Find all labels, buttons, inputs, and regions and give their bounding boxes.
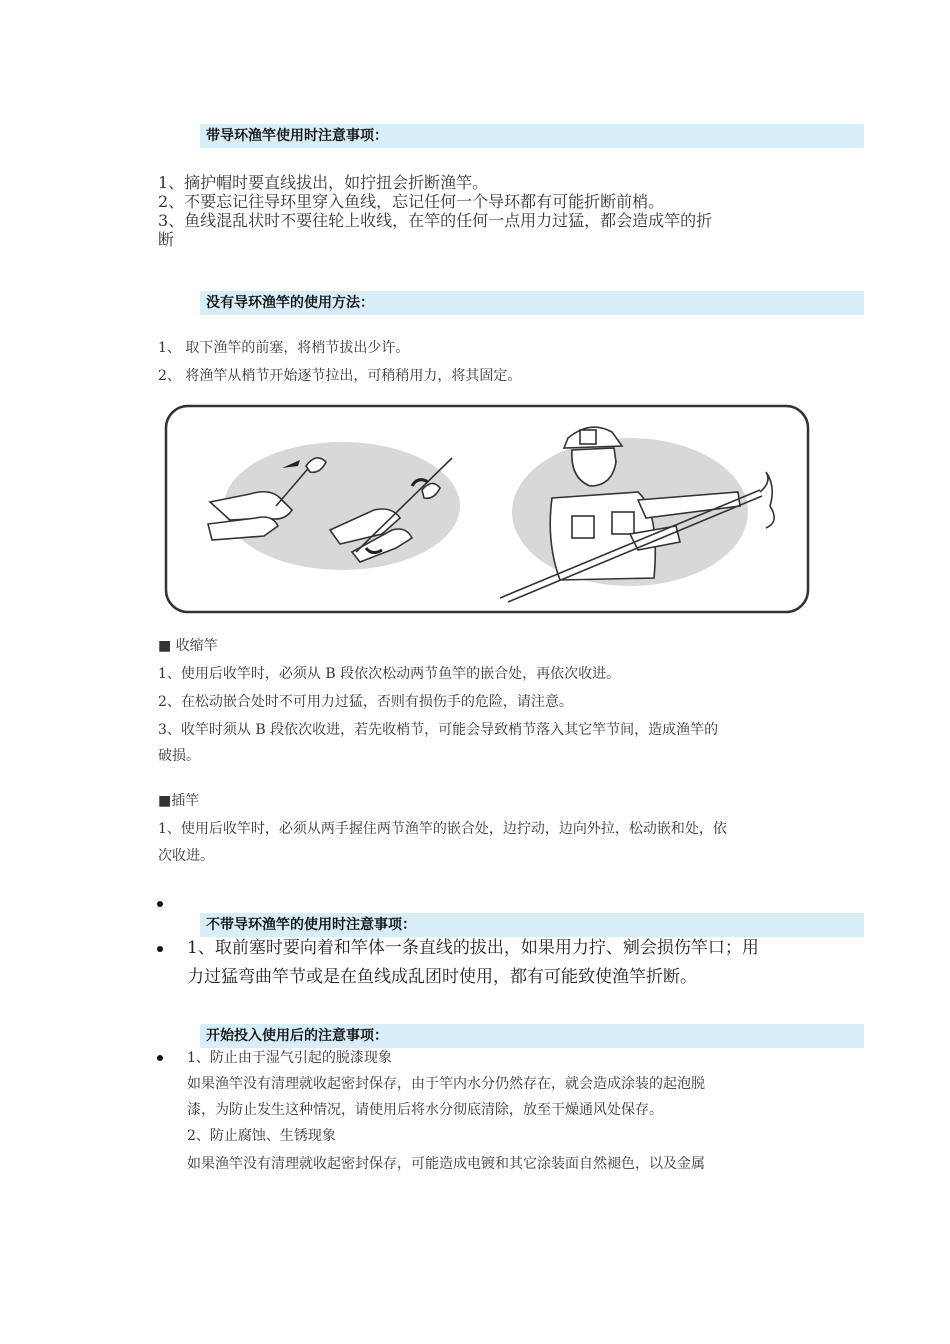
shrink-item-1: 1、使用后收竿时，必须从 B 段依次松动两节鱼竿的嵌合处，再依次收进。 [158, 666, 621, 682]
s1-item-3: 3、鱼线混乱状时不要往轮上收线，在竿的任何一点用力过猛，都会造成竿的折 [158, 211, 713, 230]
s4-item-2: 2、防止腐蚀、生锈现象 [187, 1128, 336, 1144]
shrink-rod-heading: ■ 收缩竿 [158, 638, 218, 654]
section-title-2: 没有导环渔竿的使用方法： [206, 295, 374, 311]
rod-usage-illustration [160, 402, 812, 616]
section-title-3: 不带导环渔竿的使用时注意事项： [206, 917, 416, 933]
s1-item-3-cont: 断 [158, 230, 175, 249]
s4-item-1: 1、防止由于湿气引起的脱漆现象 [187, 1050, 392, 1066]
bullet-icon [157, 1055, 163, 1061]
insert-item-1-cont: 次收进。 [158, 848, 214, 864]
bullet-icon [157, 901, 163, 907]
s4-item-2-body: 如果渔竿没有清理就收起密封保存，可能造成电镀和其它涂装面自然褪色，以及金属 [187, 1156, 705, 1172]
s2-item-2: 2、 将渔竿从梢节开始逐节拉出，可稍稍用力，将其固定。 [158, 368, 522, 384]
shrink-item-2: 2、在松动嵌合处时不可用力过猛，否则有损伤手的危险，请注意。 [158, 694, 573, 710]
insert-rod-heading: ■插竿 [158, 793, 200, 809]
shrink-item-3: 3、收竿时须从 B 段依次收进，若先收梢节，可能会导致梢节落入其它竿节间，造成渔竿的 [158, 722, 719, 738]
s1-item-2: 2、不要忘记往导环里穿入鱼线，忘记任何一个导环都有可能折断前梢。 [158, 192, 665, 211]
s2-item-1: 1、 取下渔竿的前塞，将梢节拔出少许。 [158, 340, 410, 356]
s1-item-1: 1、摘护帽时要直线拔出，如拧扭会折断渔竿。 [158, 173, 489, 192]
s4-item-1-body-cont: 漆，为防止发生这种情况，请使用后将水分彻底清除，放至干燥通风处保存。 [187, 1102, 663, 1118]
shrink-item-3-cont: 破损。 [158, 748, 200, 764]
s4-item-1-body: 如果渔竿没有清理就收起密封保存，由于竿内水分仍然存在，就会造成涂装的起泡脱 [187, 1076, 705, 1092]
s3-item-1-cont: 力过猛弯曲竿节或是在鱼线成乱团时使用，都有可能致使渔竿折断。 [187, 967, 697, 987]
section-title-1: 带导环渔竿使用时注意事项： [206, 128, 388, 144]
bullet-icon [157, 946, 163, 952]
s3-item-1: 1、取前塞时要向着和竿体一条直线的拔出，如果用力拧、剜会损伤竿口；用 [187, 938, 759, 958]
section-title-4: 开始投入使用后的注意事项： [206, 1028, 388, 1044]
insert-item-1: 1、使用后收竿时，必须从两手握住两节渔竿的嵌合处，边拧动，边向外拉，松动嵌和处，依 [158, 821, 727, 837]
